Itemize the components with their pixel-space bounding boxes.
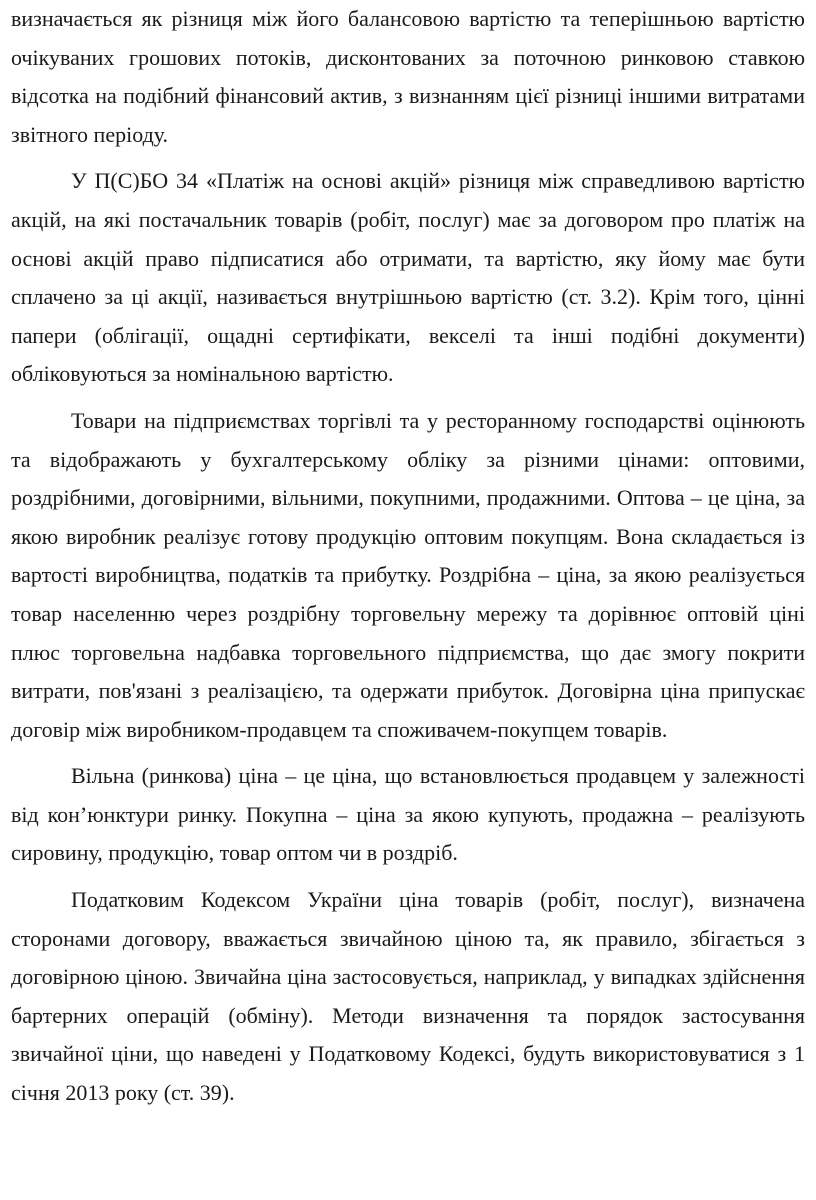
paragraph-4: Вільна (ринкова) ціна – це ціна, що встановлюється продавцем у залежності від кон’юнктури ринку. Покупна – ціна за якою купують, продажна – реалізують сировину, продукцію, товар оптом чи в роздріб. [11,763,805,866]
paragraph-2: У П(С)БО 34 «Платіж на основі акцій» різниця між справедливою вартістю акцій, на які постачальник товарів (робіт, послуг) має за договором про платіж на основі акцій право підписатися або отримати, та вартістю, яку йому має бути сплачено за ці акції, називається внутрішньою вартістю (ст. 3.2). Крім того, цінні папери (облігації, ощадні сертифікати, векселі та інші подібні документи) обліковуються за номінальною вартістю. [11,168,805,387]
paragraph-5: Податковим Кодексом України ціна товарів (робіт, послуг), визначена сторонами договору, вважається звичайною ціною та, як правило, збігається з договірною ціною. Звичайна ціна застосовується, наприклад, у випадках здійснення бартерних операцій (обміну). Методи визначення та порядок застосування звичайної ціни, що наведені у Податковому Кодексі, будуть використовуватися з 1 січня 2013 року (ст. 39). [11,887,805,1106]
paragraph-3: Товари на підприємствах торгівлі та у ресторанному господарстві оцінюють та відображають у бухгалтерському обліку за різними цінами: оптовими, роздрібними, договірними, вільними, покупними, продажними. Оптова – це ціна, за якою виробник реалізує готову продукцію оптовим покупцям. Вона складається із вартості виробництва, податків та прибутку. Роздрібна – ціна, за якою реалізується товар населенню через роздрібну торговельну мережу та дорівнює оптовій ціні плюс торговельна надбавка торговельного підприємства, що дає змогу покрити витрати, пов'язані з реалізацією, та одержати прибуток. Договірна ціна припускає договір між виробником-продавцем та споживачем-покупцем товарів. [11,407,805,742]
paragraph-1: визначається як різниця між його балансовою вартістю та теперішньою вартістю очікуваних грошових потоків, дисконтованих за поточною ринковою ставкою відсотка на подібний фінансовий актив, з визнанням цієї різниці іншими витратами звітного періоду. [11,6,805,147]
document-body [11,0,805,1113]
